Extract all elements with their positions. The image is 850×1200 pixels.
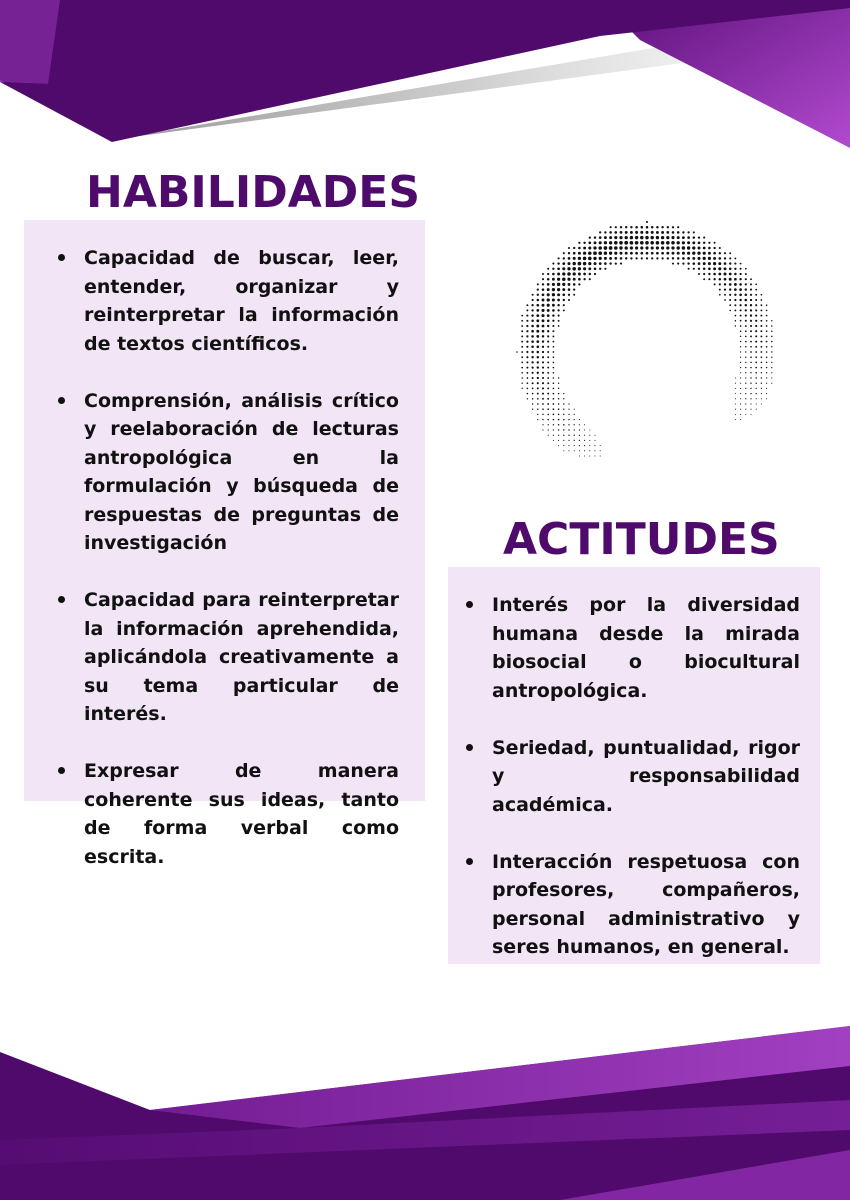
habilidades-item-text: Expresar de manera coherente sus ideas, tanto de forma verbal como escrita.	[84, 760, 399, 868]
habilidades-item	[58, 757, 399, 871]
habilidades-item-text: Capacidad de buscar, leer, entender, organizar y reinterpretar la información de textos científicos.	[84, 247, 399, 355]
habilidades-item-text: Comprensión, análisis crítico y reelaboración de lecturas antropológica en la formulación y búsqueda de respuestas de preguntas de investigación	[84, 389, 399, 554]
actitudes-item	[466, 591, 800, 705]
actitudes-item-text: Interés por la diversidad humana desde la mirada biosocial o biocultural antropológica.	[492, 594, 800, 702]
habilidades-list	[58, 244, 399, 871]
habilidades-title: HABILIDADES	[86, 167, 421, 218]
actitudes-list	[466, 591, 800, 962]
actitudes-item-text: Seriedad, puntualidad, rigor y responsabilidad académica.	[492, 736, 800, 816]
bullet-icon	[466, 601, 473, 608]
habilidades-item	[58, 387, 399, 558]
bullet-icon	[58, 767, 65, 774]
actitudes-item	[466, 848, 800, 962]
habilidades-item	[58, 586, 399, 729]
bullet-icon	[466, 858, 473, 865]
habilidades-item-text: Capacidad para reinterpretar la información aprehendida, aplicándola creativamente a su tema particular de interés.	[84, 589, 399, 725]
bullet-icon	[58, 397, 65, 404]
bullet-icon	[58, 254, 65, 261]
actitudes-title: ACTITUDES	[503, 514, 780, 565]
actitudes-panel	[448, 567, 820, 964]
actitudes-item-text: Interacción respetuosa con profesores, compañeros, personal administrativo y seres humanos, en general.	[492, 850, 800, 958]
habilidades-item	[58, 244, 399, 358]
bullet-icon	[58, 596, 65, 603]
habilidades-panel	[24, 220, 425, 868]
actitudes-item	[466, 734, 800, 820]
bullet-icon	[466, 744, 473, 751]
